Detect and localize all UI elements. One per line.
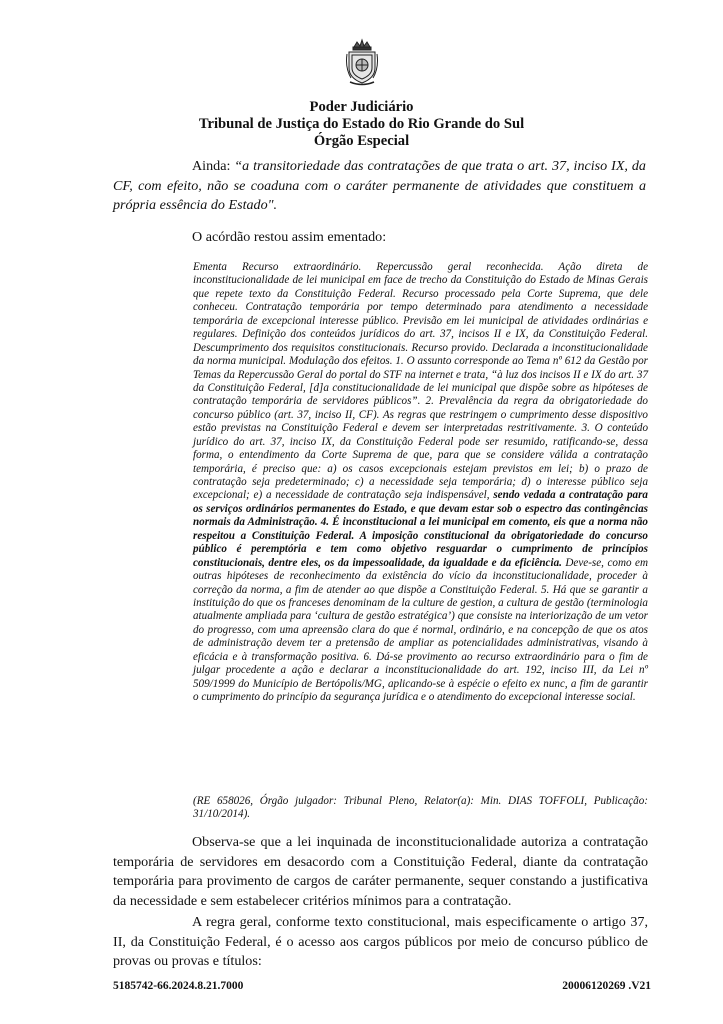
ementa-block	[193, 261, 648, 704]
ementa-citation: (RE 658026, Órgão julgador: Tribunal Pleno, Relator(a): Min. DIAS TOFFOLI, Publicação: 31/10/2014).	[193, 795, 648, 821]
header-line-judiciary: Poder Judiciário	[309, 99, 414, 115]
court-header	[0, 99, 723, 150]
paragraph-quote-text: “a transitoriedade das contratações de que trata o art. 37, inciso IX, da CF, com efeito, não se coaduna com o caráter permanente de atividades que constituem a própria essência do Estado".	[113, 158, 646, 213]
header-line-court: Tribunal de Justiça do Estado do Rio Grande do Sul	[198, 116, 525, 132]
footer-process-number: 5185742-66.2024.8.21.7000	[113, 980, 244, 992]
coat-of-arms-icon	[345, 38, 379, 86]
header-line-organ: Órgão Especial	[313, 133, 410, 149]
paragraph-quote-intro: Ainda:	[192, 158, 235, 174]
footer-document-code: 20006120269 .V21	[562, 980, 651, 992]
ementa-bold-part: sendo vedada a contratação para os serviços ordinários permanentes do Estado, e que devam estar sob o espectro das contingências normais da Administração. 4. É inconstitucional a lei municipal em comento, eis que a norma não respeitou a Constituição Federal. A imposição constitucional da obrigatoriedade do concurso público é peremptória e tem como objetivo resguardar o cumprimento de princípios constitucionais, dentre eles, os da impessoalidade, da igualdade e da eficiência.	[193, 489, 648, 569]
ementa-part-1: Ementa Recurso extraordinário. Repercussão geral reconhecida. Ação direta de inconstitucionalidade de lei municipal em face de trecho da Constituição do Estado de Minas Gerais que repete texto da Constituição Federal. Recurso processado pela Corte Suprema, que dele conheceu. Contratação temporária por tempo determinado para atendimento a necessidade temporária de excepcional interesse público. Previsão em lei municipal de atividades ordinárias e regulares. Definição dos conteúdos jurídicos do art. 37, incisos II e IX, da Constituição Federal. Descumprimento dos requisitos constitucionais. Recurso provido. Declarada a inconstitucionalidade da norma municipal. Modulação dos efeitos. 1. O assunto corresponde ao Tema nº 612 da Gestão por Temas da Repercussão Geral do portal do STF na internet e trata, “à luz dos incisos II e IX do art. 37 da Constituição Federal, [d]a constitucionalidade de lei municipal que dispõe sobre as hipóteses de contratação temporária de servidores públicos”. 2. Prevalência da regra da obrigatoriedade do concurso público (art. 37, inciso II, CF). As regras que restringem o cumprimento desse dispositivo estão previstas na Constituição Federal e devem ser interpretadas restritivamente. 3. O conteúdo jurídico do art. 37, inciso IX, da Constituição Federal pode ser resumido, ratificando-se, dessa forma, o entendimento da Corte Suprema de que, para que se considere válida a contratação temporária, é preciso que: a) os casos excepcionais estejam previstos em lei; b) o prazo de contratação seja predeterminado; c) a necessidade seja temporária; d) o interesse público seja excepcional; e) a necessidade de contratação seja indispensável,	[193, 261, 648, 502]
paragraph-observation: Observa-se que a lei inquinada de inconstitucionalidade autoriza a contratação temporária de servidores em desacordo com a Constituição Federal, diante da contratação temporária para provimento de cargos de caráter permanente, sequer constando a justificativa da necessidade e sem estabelecer critérios mínimos para a contratação.	[113, 834, 648, 909]
paragraph-ementa-intro: O acórdão restou assim ementado:	[192, 229, 387, 245]
paragraph-general-rule: A regra geral, conforme texto constitucional, mais especificamente o artigo 37, II, da Constituição Federal, é o acesso aos cargos públicos por meio de concurso público de provas ou provas e títulos:	[113, 914, 648, 969]
paragraph-quote	[113, 157, 646, 216]
ementa-part-2: Deve-se, como em outras hipóteses de reconhecimento da existência do vício da inconstitucionalidade, proceder à correção da norma, a fim de atender ao que dispõe a Constituição Federal. 5. Há que se garantir a instituição do que os franceses denominam de la culture de gestion, a cultura de gestão (terminologia atualmente ampliada para ‘cultura de gestão estratégica’) que consiste na interiorização de um vetor do progresso, com uma apreensão clara do que é normal, ordinário, e na concepção de que os atos de administração devem ter a pretensão de ampliar as potencialidades administrativas, visando à eficácia e à transformação positiva. 6. Dá-se provimento ao recurso extraordinário para o fim de julgar procedente a ação e declarar a inconstitucionalidade do art. 192, inciso III, da Lei nº 509/1999 do Município de Bertópolis/MG, aplicando-se à espécie o efeito ex nunc, a fim de garantir o cumprimento do princípio da segurança jurídica e o atendimento do excepcional interesse social.	[193, 556, 648, 703]
